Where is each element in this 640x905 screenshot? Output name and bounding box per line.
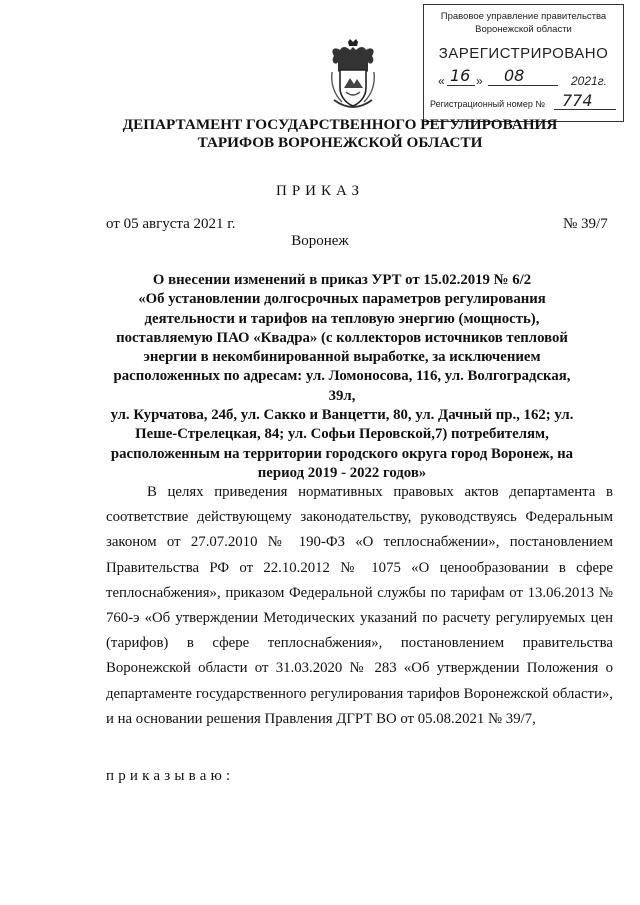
stamp-reg-label: Регистрационный номер №: [430, 99, 546, 109]
coat-of-arms-icon: [328, 38, 378, 116]
document-title: [100, 271, 584, 483]
registration-stamp: [423, 4, 624, 122]
stamp-line1: Правовое управление правительства: [440, 11, 607, 22]
stamp-reg-number: [430, 91, 619, 110]
department-line2: ТАРИФОВ ВОРОНЕЖСКОЙ ОБЛАСТИ: [197, 134, 483, 151]
title-line: период 2019 - 2022 годов»: [257, 464, 427, 481]
stamp-month: 08: [504, 66, 525, 85]
title-line: «Об установлении долгосрочных параметров регулирования: [138, 291, 546, 308]
title-line: Пеше-Стрелецкая, 84; ул. Софьи Перовской,7) потребителям,: [135, 426, 549, 443]
title-line: расположенным на территории городского округа город Воронеж, на: [110, 445, 574, 462]
body-paragraph: В целях приведения нормативных правовых актов департамента в соответствие действующему законодательству, руководствуясь Федеральным законом от 27.07.2010 № 190-ФЗ «О теплоснабжении», постановлением Правительства РФ от 22.10.2012 № 1075 «О ценообразовании в сфере теплоснабжения», приказом Федеральной службы по тарифам от 13.06.2013 № 760-э «Об утверждении Методических указаний по расчету регулируемых цен (тарифов) в сфере теплоснабжения», постановлением правительства Воронежской области от 31.03.2020 № 283 «Об утверждении Положения о департаменте государственного регулирования тарифов Воронежской области», и на основании решения Правления ДГРТ ВО от 05.08.2021 № 39/7,: [106, 484, 613, 727]
title-line: расположенных по адресам: ул. Ломоносова, 116, ул. Волгоградская, 39л,: [113, 368, 571, 404]
title-line: энергии в некомбинированной выработке, за исключением: [143, 349, 541, 366]
title-line: деятельности и тарифов на тепловую энергию (мощность),: [144, 310, 540, 327]
stamp-registered: ЗАРЕГИСТРИРОВАНО: [438, 45, 609, 62]
document-city: Воронеж: [291, 233, 349, 249]
title-line: О внесении изменений в приказ УРТ от 15.02.2019 № 6/2: [152, 272, 532, 288]
stamp-date: « 16 » 08 2021г.: [438, 66, 607, 88]
document-type: ПРИКАЗ: [276, 183, 364, 199]
stamp-line2: Воронежской области: [475, 24, 572, 35]
department-line1: ДЕПАРТАМЕНТ ГОСУДАРСТВЕННОГО РЕГУЛИРОВАНИЯ: [122, 116, 558, 133]
title-line: поставляемую ПАО «Квадра» (с коллекторов источников тепловой: [116, 329, 568, 346]
decree-word: приказываю:: [106, 768, 235, 784]
stamp-year: 2021г.: [571, 74, 607, 88]
title-line: ул. Курчатова, 24б, ул. Сакко и Ванцетти, 80, ул. Дачный пр., 162; ул.: [110, 407, 574, 424]
stamp-day: 16: [450, 66, 471, 85]
document-date: от 05 августа 2021 г.: [106, 216, 236, 232]
document-number: № 39/7: [563, 216, 608, 232]
stamp-reg-value: 774: [562, 91, 593, 110]
